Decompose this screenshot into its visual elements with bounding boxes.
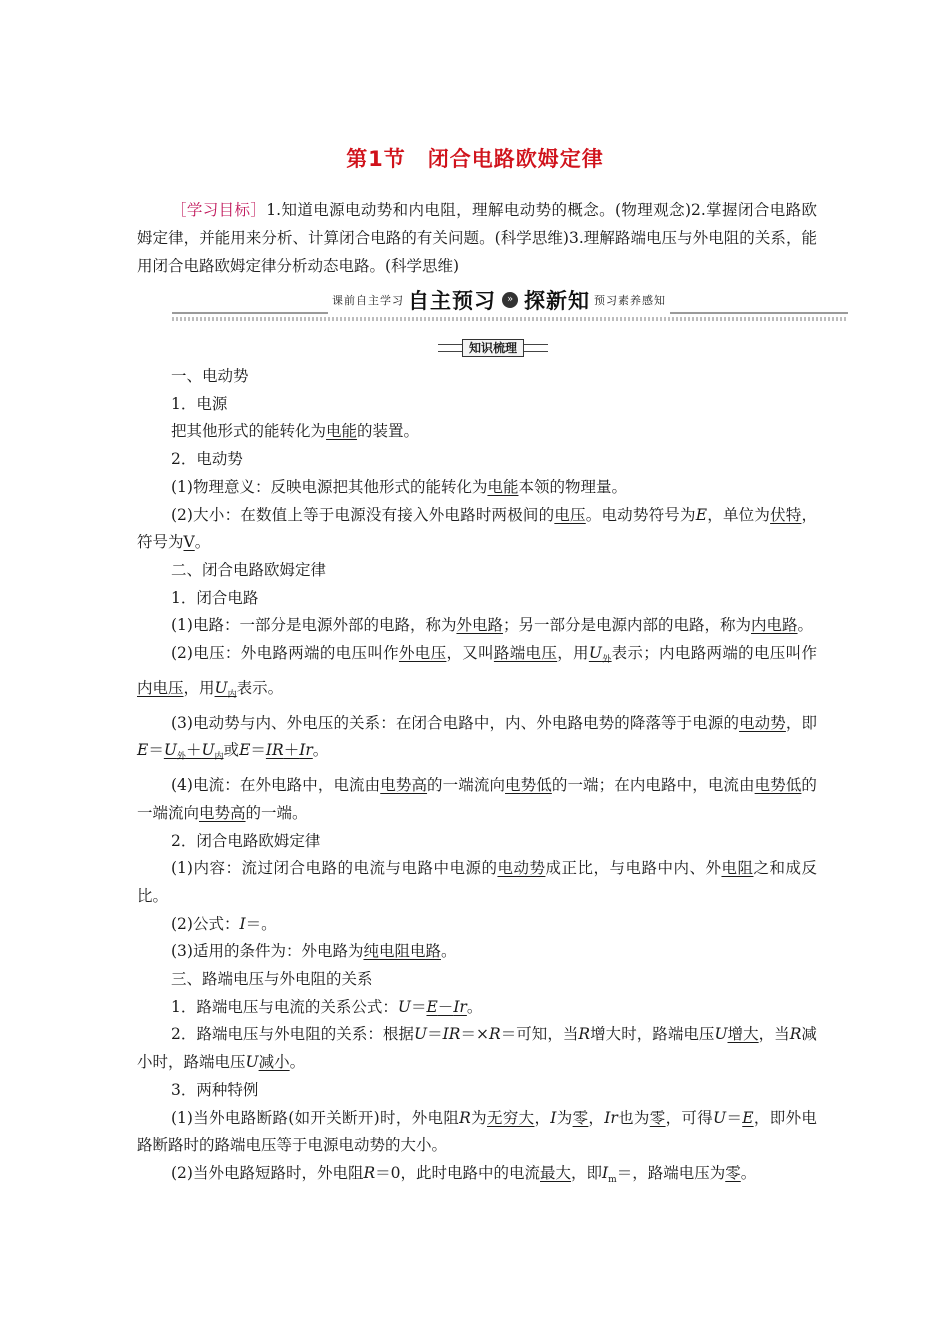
text-run: E: [137, 741, 149, 760]
text-run: U: [714, 1025, 728, 1044]
answer-blank: 伏特: [770, 505, 802, 524]
text-run: 内: [227, 689, 237, 700]
paragraph: [137, 938, 817, 966]
text-run: U: [245, 1053, 259, 1072]
paragraph: [137, 772, 817, 827]
text-run: ，单位为: [707, 505, 771, 524]
double-arrow-icon: »: [502, 292, 518, 308]
label-bar-left: [438, 344, 462, 352]
goals-tag: ［学习目标］: [171, 201, 267, 219]
text-run: U: [588, 644, 602, 663]
text-run: 的装置。: [357, 422, 420, 441]
text-run: R: [789, 1025, 802, 1044]
text-run: 。: [797, 616, 814, 635]
page-title: 第1节 闭合电路欧姆定律: [346, 147, 604, 171]
banner-dotted-rule: [172, 317, 848, 321]
text-run: 3．两种特例: [171, 1080, 259, 1099]
text-run: ，: [588, 1108, 605, 1127]
text-run: IR: [442, 1025, 461, 1044]
text-run: ＝: [726, 1108, 743, 1127]
text-run: 。: [312, 741, 329, 760]
text-run: 一、电动势: [171, 367, 249, 385]
banner-right-small: 预习素养感知: [594, 294, 666, 307]
text-run: 三、路端电压与外电阻的关系: [171, 970, 373, 989]
paragraph: [137, 612, 817, 640]
answer-blank: 电能: [326, 422, 358, 441]
answer-blank: 外电路: [456, 616, 503, 635]
text-run: 之和成反比。: [137, 859, 817, 905]
section-label-text: 知识梳理: [462, 339, 524, 357]
paragraph: [137, 502, 817, 557]
answer-blank: V: [183, 533, 195, 552]
text-run: U: [163, 741, 177, 760]
text-run: R: [578, 1025, 591, 1044]
text-run: ，即外电路断路时的路端电压等于电源电动势的大小。: [137, 1108, 817, 1155]
text-run: m: [608, 1175, 617, 1186]
answer-blank: 内电压: [137, 678, 184, 697]
paragraph: [137, 855, 817, 910]
answer-blank: 电阻: [721, 859, 754, 878]
banner-left-small: 课前自主学习: [332, 294, 404, 307]
text-run: I: [550, 1108, 557, 1127]
answer-blank: 路端电压: [493, 644, 558, 663]
text-run: 2．电动势: [171, 450, 243, 469]
answer-blank: 电动势: [739, 713, 786, 732]
text-run: ，用: [183, 678, 215, 697]
answer-blank: 电动势: [497, 859, 546, 878]
section-label: [438, 339, 548, 357]
text-run: 1．路端电压与电流的关系公式：: [171, 997, 398, 1016]
text-run: ＝: [410, 997, 427, 1016]
text-run: (1)当外电路断路(如开关断开)时，外电阻: [171, 1108, 460, 1127]
text-run: 为: [470, 1108, 487, 1127]
heading-1: [137, 363, 817, 391]
text-run: ＋: [185, 741, 202, 760]
text-run: 。: [466, 997, 483, 1016]
text-run: 也为: [617, 1108, 650, 1127]
text-run: 2．闭合电路欧姆定律: [171, 831, 321, 850]
banner-title: [328, 286, 670, 314]
text-run: U: [201, 741, 215, 760]
text-run: ，当: [758, 1025, 790, 1044]
text-run: ＝。: [245, 914, 277, 933]
text-run: (3)适用的条件为：外电路为: [171, 942, 364, 961]
paragraph: [137, 1021, 817, 1076]
text-run: ，用: [557, 644, 589, 663]
text-run: ＝×: [460, 1025, 490, 1044]
text-run: 。: [194, 533, 211, 552]
text-run: Ir: [604, 1108, 618, 1127]
answer-blank: 减小: [258, 1053, 290, 1072]
text-run: (2)当外电路短路时，外电阻: [171, 1163, 364, 1182]
text-run: (2)大小：在数值上等于电源没有接入外电路时两极间的: [171, 505, 555, 524]
subheading: [137, 391, 817, 419]
text-run: 2．路端电压与外电阻的关系：根据: [171, 1025, 414, 1044]
text-run: E: [426, 997, 438, 1016]
text-run: 的一端。: [245, 803, 308, 822]
subheading: [137, 1077, 817, 1105]
text-run: ，: [534, 1108, 551, 1127]
goals-text: 1.知道电源电动势和内电阻，理解电动势的概念。(物理观念)2.掌握闭合电路欧姆定律，并能用来分析、计算闭合电路的有关问题。(科学思维)3.理解路端电压与外电阻的关系，能用闭合电路欧姆定律分析动态电路。(科学思维): [137, 201, 817, 275]
text-run: 。: [440, 942, 457, 961]
text-run: I: [239, 914, 246, 933]
answer-blank: 电势高: [380, 776, 428, 795]
paragraph: [137, 1105, 817, 1160]
answer-blank: E: [742, 1108, 754, 1127]
answer-blank: 无穷大: [487, 1108, 535, 1127]
answer-blank: 最大: [540, 1163, 572, 1182]
text-run: 的一端；在内电路中，电流由: [551, 776, 755, 795]
text-run: E: [239, 741, 251, 760]
answer-blank: 电压: [554, 505, 586, 524]
paragraph: [137, 1160, 817, 1195]
text-run: ＝: [148, 741, 164, 760]
text-run: 增大时，路端电压: [590, 1025, 715, 1044]
label-bar-right: [524, 344, 548, 352]
text-run: R: [363, 1163, 376, 1182]
text-run: U: [214, 678, 228, 697]
text-run: 为: [556, 1108, 573, 1127]
text-run: ，符号为: [137, 505, 817, 552]
text-run: U: [713, 1108, 727, 1127]
text-run: 外: [601, 655, 612, 666]
paragraph: [137, 640, 817, 710]
heading-3: [137, 966, 817, 994]
subheading: [137, 585, 817, 613]
text-run: I: [602, 1163, 609, 1182]
text-run: 成正比，与电路中内、外: [545, 859, 722, 878]
paragraph: [137, 710, 817, 773]
answer-blank: 电势高: [199, 803, 246, 822]
text-run: 1．电源: [171, 394, 228, 413]
text-run: 外: [176, 752, 186, 763]
subheading: [137, 828, 817, 856]
text-run: ＝: [427, 1025, 443, 1044]
text-run: R: [459, 1108, 471, 1127]
answer-blank: 外电压: [398, 644, 447, 663]
text-run: ，又叫: [446, 644, 494, 663]
text-run: 减小时，路端电压: [137, 1025, 817, 1072]
text-run: 的一端流向: [137, 776, 817, 822]
text-run: (1)电路：一部分是电源外部的电路，称为: [171, 616, 457, 635]
text-run: ＋: [283, 741, 300, 760]
text-run: ；另一部分是电源内部的电路，称为: [502, 616, 751, 635]
section-banner: [172, 286, 848, 322]
text-run: ，可得: [665, 1108, 714, 1127]
text-run: 本领的物理量。: [518, 477, 627, 496]
text-run: 把其他形式的能转化为: [171, 422, 327, 441]
answer-blank: 零: [572, 1108, 589, 1127]
text-run: E: [695, 505, 708, 524]
text-run: ，即: [785, 713, 817, 732]
answer-blank: 电势低: [754, 776, 802, 795]
text-run: (1)物理意义：反映电源把其他形式的能转化为: [171, 477, 488, 496]
heading-2: [137, 557, 817, 585]
text-run: IR: [265, 741, 284, 760]
text-run: Ir: [453, 997, 467, 1016]
answer-blank: [163, 741, 224, 763]
text-run: Ir: [299, 741, 313, 760]
text-run: 的一端流向: [427, 776, 506, 795]
text-run: (4)电流：在外电路中，电流由: [171, 776, 381, 795]
answer-blank: [588, 644, 612, 666]
text-run: ＝: [250, 741, 266, 760]
learning-goals: [137, 196, 817, 280]
content: [137, 363, 817, 1195]
paragraph: [137, 474, 817, 502]
text-run: (2)电压：外电路两端的电压叫作: [171, 644, 399, 663]
text-run: U: [413, 1025, 428, 1044]
answer-blank: 零: [725, 1163, 741, 1182]
paragraph: [137, 418, 817, 446]
text-run: U: [397, 997, 411, 1016]
text-run: 。电动势符号为: [585, 505, 696, 524]
text-run: 。: [289, 1053, 306, 1072]
text-run: 1．闭合电路: [171, 588, 259, 607]
answer-blank: 内电路: [751, 616, 798, 635]
answer-blank: [266, 741, 313, 759]
answer-blank: 纯电阻电路: [363, 942, 441, 961]
answer-blank: 增大: [727, 1025, 759, 1044]
paragraph: [137, 911, 817, 939]
text-run: ，即: [571, 1163, 603, 1182]
answer-blank: 零: [649, 1108, 666, 1127]
text-run: (1)内容：流过闭合电路的电流与电路中电源的: [171, 859, 498, 878]
text-run: 表示。: [236, 678, 284, 697]
text-run: (2)公式：: [171, 914, 240, 933]
answer-blank: 电势低: [505, 776, 552, 795]
text-run: －: [437, 997, 454, 1016]
text-run: ＝可知，当: [500, 1025, 579, 1044]
banner-big-2: 探新知: [524, 289, 590, 313]
text-run: 表示；内电路两端的电压叫作: [611, 644, 817, 663]
text-run: 内: [214, 752, 224, 763]
paragraph: [137, 994, 817, 1022]
text-run: (3)电动势与内、外电压的关系：在闭合电路中，内、外电路电势的降落等于电源的: [171, 713, 740, 732]
answer-blank: [214, 678, 237, 700]
text-run: 。: [740, 1163, 757, 1182]
subheading: [137, 446, 817, 474]
banner-big-1: 自主预习: [408, 289, 496, 313]
text-run: ＝0，此时电路中的电流: [375, 1163, 541, 1182]
text-run: R: [489, 1025, 501, 1044]
text-run: 或: [223, 741, 240, 760]
text-run: 二、闭合电路欧姆定律: [171, 560, 327, 579]
answer-blank: 电能: [487, 477, 519, 496]
answer-blank: [426, 998, 466, 1016]
text-run: ＝，路端电压为: [616, 1163, 726, 1182]
